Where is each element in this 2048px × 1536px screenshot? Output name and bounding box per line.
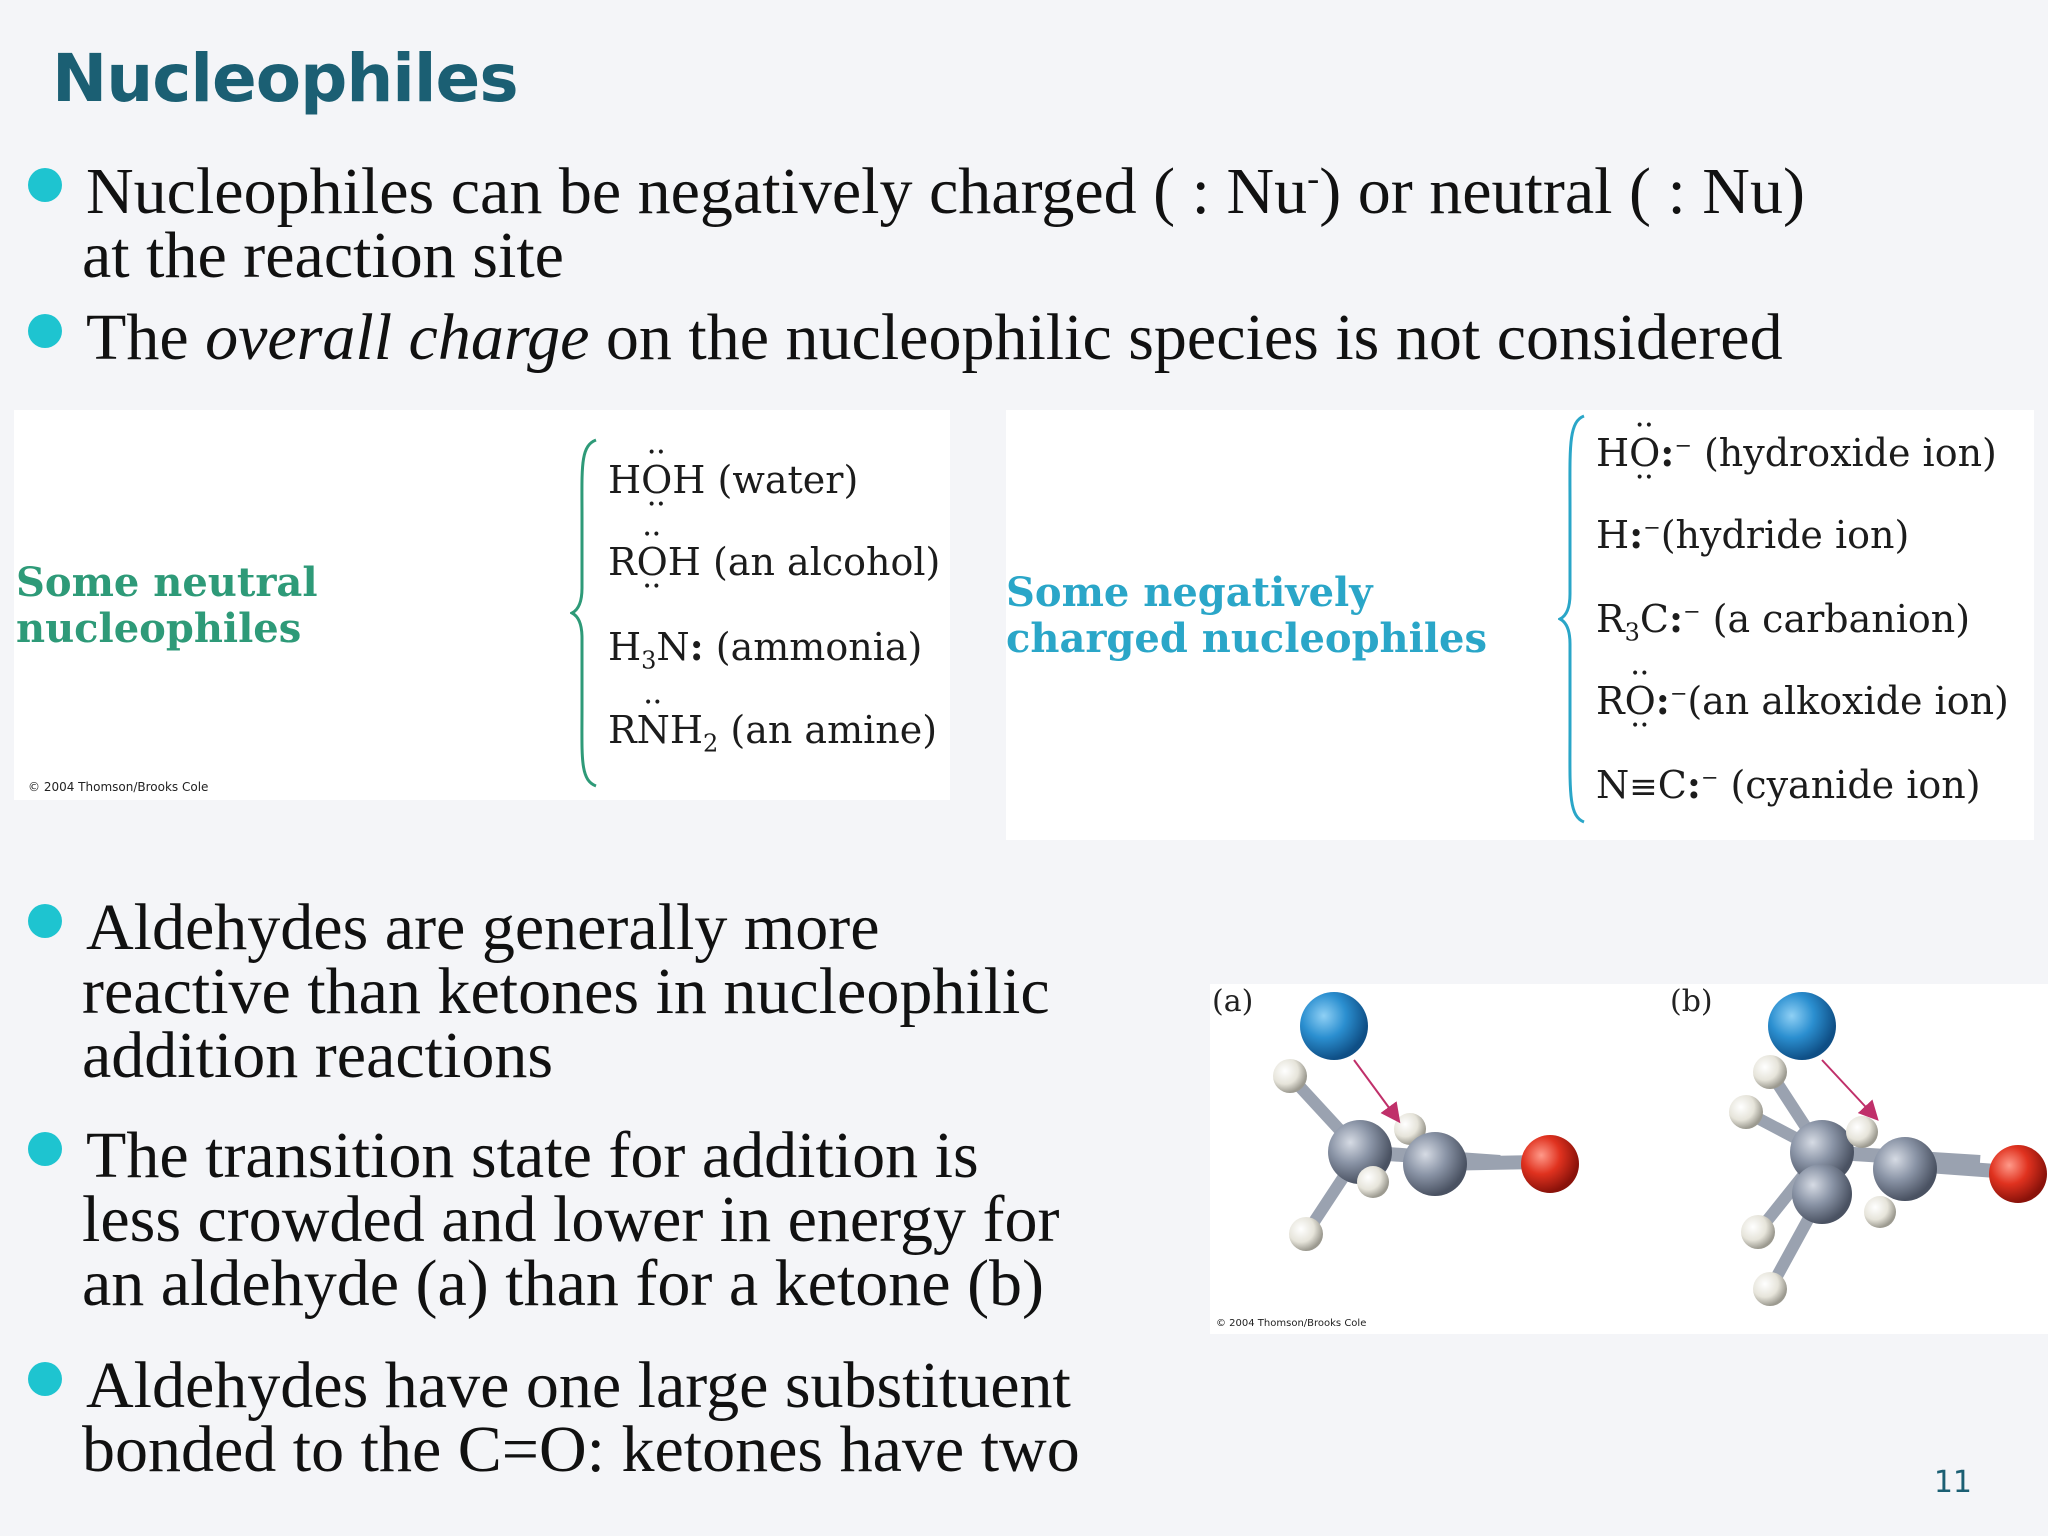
ketone-model (1729, 992, 2047, 1306)
neutral-item-water: H•• O ••H (water) (608, 458, 858, 502)
negative-item-alkoxide: R•• O ••:−(an alkoxide ion) (1596, 678, 2009, 723)
bullet-text: The transition state for addition is less crowded and lower in energy for an aldehyde (a) than for a ketone (b) (82, 1119, 1060, 1320)
negative-item-hydride: H:−(hydride ion) (1596, 512, 1910, 557)
negative-label: Some negatively charged nucleophiles (1006, 569, 1487, 662)
bullet-dot (28, 168, 62, 202)
bullet-dot (28, 1362, 62, 1396)
bullet-substituents (28, 1349, 1208, 1494)
neutral-item-amine: R•• $NH_2$ (an amine) (608, 708, 937, 758)
negative-nucleophiles-panel (1006, 410, 2034, 840)
neutral-brace (570, 438, 600, 788)
bullet-text: Aldehydes are generally more reactive than ketones in nucleophilic addition reactions (82, 891, 1050, 1092)
bullet-text: The overall charge on the nucleophilic species is not considered (86, 301, 1783, 374)
page-number: 11 (1933, 1465, 1972, 1500)
negative-item-hydroxide: H•• O ••:− (hydroxide ion) (1596, 430, 1997, 475)
bullet-dot (28, 1132, 62, 1166)
bullet-dot (28, 314, 62, 348)
neutral-item-ammonia: $H_3N$: (ammonia) (608, 624, 923, 675)
model-a-label: (a) (1212, 984, 1254, 1019)
slide-title: Nucleophiles (52, 40, 518, 117)
neutral-copyright: © 2004 Thomson/Brooks Cole (28, 780, 209, 794)
neutral-item-alcohol: R•• O ••H (an alcohol) (608, 540, 940, 584)
bullet-transition-state (28, 1119, 1208, 1324)
models-copyright: © 2004 Thomson/Brooks Cole (1216, 1318, 1367, 1329)
bullet-text: Aldehydes have one large substituent bonded to the C=O: ketones have two (82, 1349, 1080, 1486)
aldehyde-model (1273, 992, 1579, 1251)
negative-item-cyanide: N≡C:− (cyanide ion) (1596, 762, 1981, 807)
bullet-text: Nucleophiles can be negatively charged ( : Nu-) or neutral ( : Nu) at the reaction site (82, 155, 1805, 292)
model-b-label: (b) (1670, 984, 1713, 1019)
molecule-models-illustration (1210, 984, 2048, 1334)
bullet-charged-neutral (28, 155, 2008, 300)
bullet-overall-charge (28, 301, 2008, 376)
bullet-dot (28, 904, 62, 938)
negative-item-carbanion: $R_3C:^-$ (a carbanion) (1596, 596, 1971, 647)
negative-brace (1558, 414, 1588, 824)
neutral-label: Some neutral nucleophiles (16, 559, 318, 652)
bullet-aldehydes-reactive (28, 891, 1208, 1096)
transition-state-models (1210, 984, 2048, 1334)
neutral-nucleophiles-panel (14, 410, 950, 800)
